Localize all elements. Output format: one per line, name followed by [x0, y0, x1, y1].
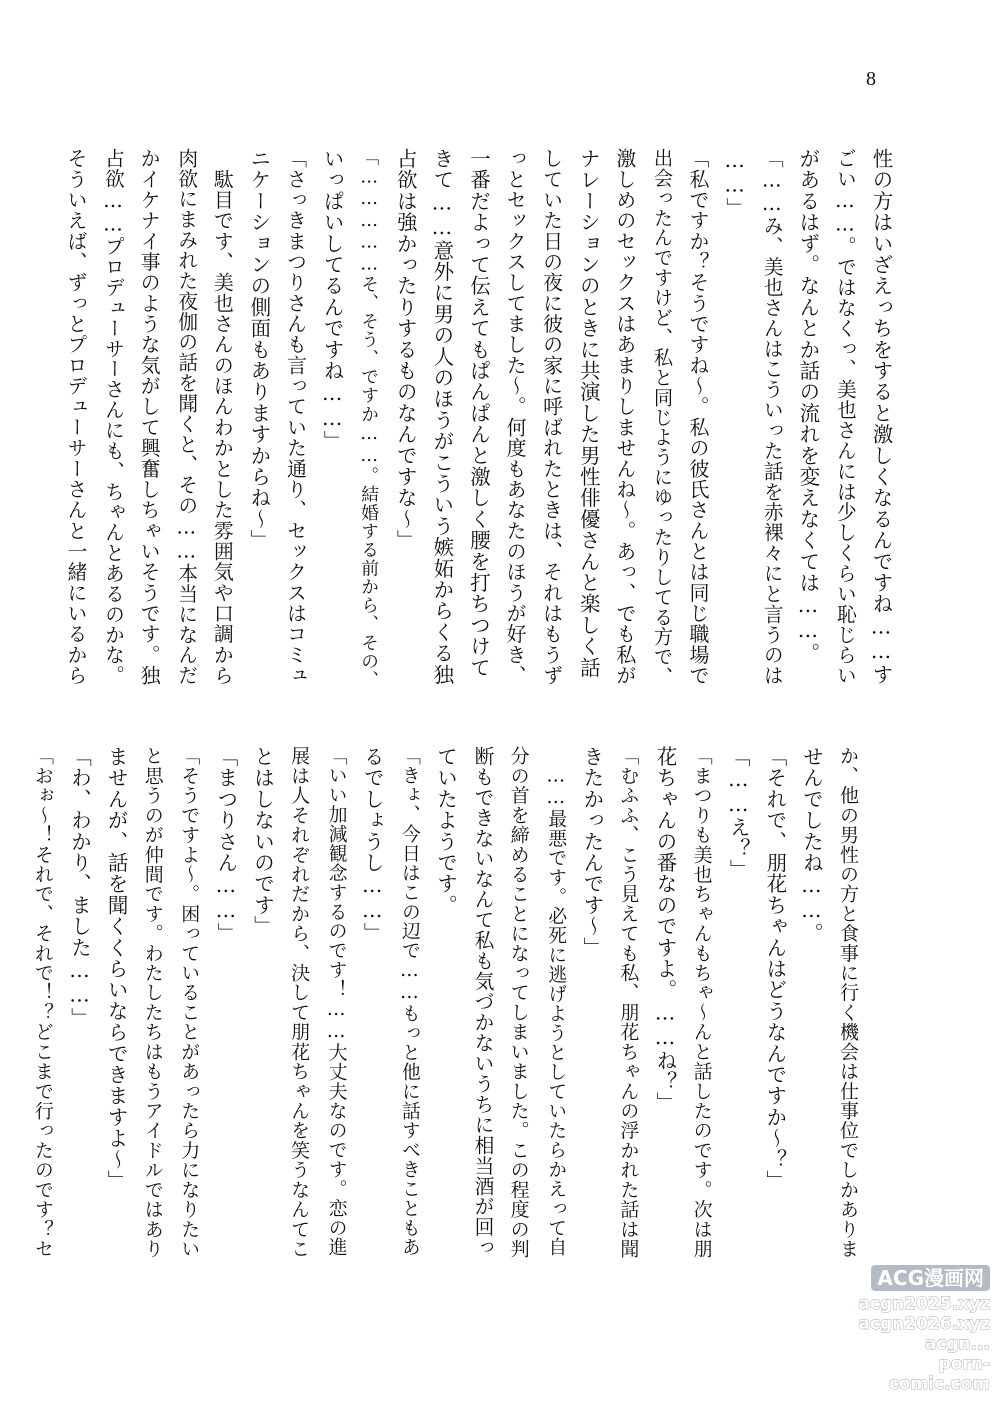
text-line: か、他の男性の方と食事に行く機会は仕事位でしかありま — [837, 746, 859, 1259]
text-line: 占欲……プロデューサーさんにも、ちゃんとあるのかな。 — [101, 148, 125, 686]
text-line: 「きょ、今日はこの辺で……もっと他に話すべきこともあ — [398, 746, 420, 1257]
text-line: ナレーションのときに共演した男性俳優さんと楽しく話 — [576, 148, 601, 678]
text-line: 「まつりも美也ちゃんもちゃ〜んと話したのです。次は朋 — [690, 746, 713, 1259]
text-line: 「そうですよ〜。困っていることがあったら力になりたい — [178, 746, 201, 1259]
text-line: 「さっきまつりさんも言っていた通り、セックスはコミュ — [283, 148, 308, 686]
text-line: 「……み、美也さんはこういった話を赤裸々にと言うのは — [760, 148, 784, 686]
text-line: 駄目です、美也さんのほんわかとした雰囲気や口調から — [210, 148, 235, 686]
watermark-line: porn-comic.com — [888, 1354, 990, 1394]
watermark-line: acgn2026.xyz — [858, 1314, 990, 1334]
text-line: ませんが、話を聞くくらいならできますよ〜」 — [104, 746, 129, 1192]
text-line: 激しめのセックスはあまりしませんね〜。あっ、でも私が — [612, 148, 637, 686]
text-line: 「私ですか？そうですね〜。私の彼氏さんとは同じ職場で — [686, 148, 711, 686]
text-line: があるはず。なんとか話の流れを変えなくては……。 — [795, 148, 820, 664]
watermark — [840, 1265, 990, 1394]
text-line: るでしょうし……」 — [360, 746, 385, 944]
text-line: 性の方はいざえっちをすると激しくなるんですね……す — [869, 148, 893, 685]
text-line: 「おぉ〜！それで、それで！？どこまで行ったのです？セ — [31, 746, 54, 1259]
text-line: ニケーションの側面もありますからね〜」 — [246, 148, 271, 551]
text-line: 「むふふ、こう見えても私、朋花ちゃんの浮かれた話は聞 — [617, 746, 640, 1259]
watermark-line: acgn... — [924, 1334, 990, 1354]
text-line: 「……え？」 — [726, 746, 751, 881]
watermark-logo: ACG漫画网 — [871, 1265, 990, 1291]
text-line: と思うのが仲間です。わたしたちはもうアイドルではあり — [141, 746, 164, 1259]
text-line: 出会ったんですけど、私と同じようにゆったりしてる方で、 — [650, 148, 674, 687]
text-line: とはしないのです」 — [250, 746, 275, 937]
watermark-line: acgn2025.xyz — [858, 1294, 990, 1314]
text-line: 「まつりさん……」 — [213, 746, 238, 944]
text-line: 肉欲にまみれた夜伽の話を聞くと、その……本当になんだ — [174, 148, 198, 686]
text-line: せんでしたね……。 — [799, 746, 824, 944]
text-line: きて……意外に男の人のほうがこういう嫉妬からくる独 — [429, 148, 454, 685]
text-line: ……最悪です。必死に逃げようとしていたらかえって自 — [545, 746, 567, 1257]
text-line: かイケナイ事のような気がして興奮しちゃいそうです。独 — [137, 148, 162, 686]
text-line: していた日の夜に彼の家に呼ばれたときは、それはもうず — [539, 148, 564, 686]
text-line: ごい……。ではなくっ、美也さんには少しくらい恥じらい — [833, 148, 857, 686]
text-line: いっぱいしてるんですね……」 — [320, 148, 345, 452]
text-line: ていたようです。 — [433, 746, 458, 916]
text-line: そういえば、ずっとプロデューサーさんと一緒にいるから — [63, 148, 88, 686]
text-line: 「いい加減観念するのです！……大丈夫なのです。恋の進 — [325, 746, 347, 1257]
text-column-top — [63, 148, 893, 689]
text-line: 「わ、わかり、ました……」 — [67, 746, 92, 1029]
page-number: 8 — [866, 68, 876, 90]
text-line: 花ちゃんの番なのですよ。……ね？」 — [653, 746, 678, 1114]
text-line: 「……………そ、そう、ですか……。結婚する前から、その、 — [358, 148, 380, 689]
text-line: 展は人それぞれだから、決して朋花ちゃんを笑うなんてこ — [288, 746, 311, 1259]
text-column-bottom — [31, 746, 860, 1257]
text-line: きたかったんです〜」 — [579, 746, 604, 958]
text-line: 断もできないなんて私も気づかないうちに相当酒が回っ — [471, 746, 495, 1258]
text-line: 一番だよって伝えてもぱんぱんと激しく腰を打ちつけて — [466, 148, 491, 678]
text-line: ……」 — [722, 148, 747, 219]
text-line: っとセックスしてました〜。何度もあなたのほうが好き、 — [503, 148, 528, 686]
text-line: 分の首を締めることになってしまいました。この程度の判 — [507, 746, 530, 1259]
text-line: 占欲は強かったりするものなんですな〜」 — [393, 148, 418, 551]
text-line: 「それで、朋花ちゃんはどうなんですか〜？」 — [762, 746, 787, 1192]
